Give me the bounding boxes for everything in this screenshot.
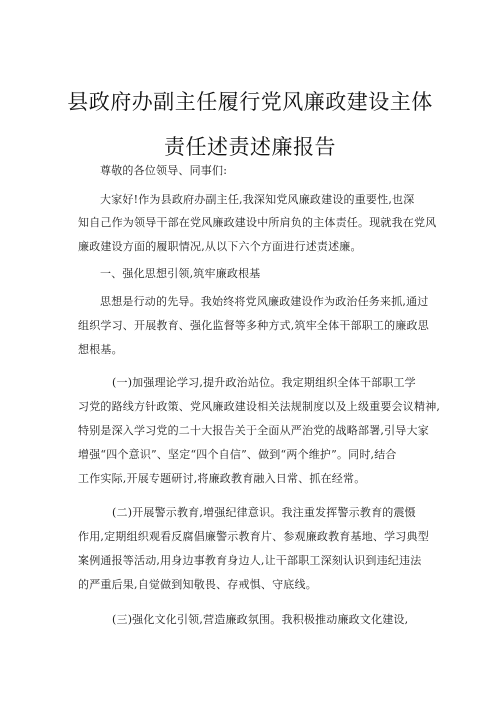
paragraph-line: 组织学习、开展教育、强化监督等多种方式,筑牢全体干部职工的廉政思 [78, 319, 429, 332]
paragraph-line: 作用,定期组织观看反腐倡廉警示教育片、参观廉政教育基地、学习典型 [78, 530, 429, 543]
paragraph-line: 知自己作为领导干部在党风廉政建设中所肩负的主体责任。现就我在党风 [78, 216, 437, 229]
paragraph-line: 工作实际,开展专题研讨,将廉政教育融入日常、抓在经常。 [78, 472, 366, 485]
paragraph-line: 想根基。 [78, 343, 123, 356]
paragraph-line: 特别是深入学习党的二十大报告关于全面从严治党的战略部署,引导大家 [78, 424, 429, 437]
subsection-line: (三)强化文化引领,营造廉政氛围。我积极推动廉政文化建设, [112, 613, 409, 626]
paragraph-line: 思想是行动的先导。我始终将党风廉政建设作为政治任务来抓,通过 [100, 295, 429, 308]
subsection-line: (二)开展警示教育,增强纪律意识。我注重发挥警示教育的震慑 [112, 506, 416, 519]
salutation: 尊敬的各位领导、同事们: [100, 164, 228, 177]
title-line-1: 县政府办副主任履行党风廉政建设主体 [67, 90, 433, 114]
title-line-2: 责任述责述廉报告 [164, 135, 336, 159]
paragraph-line: 的严重后果,自觉做到知敬畏、存戒惧、守底线。 [78, 578, 317, 591]
paragraph-line: 廉政建设方面的履职情况,从以下六个方面进行述责述廉。 [78, 240, 362, 253]
paragraph-line: 案例通报等活动,用身边事教育身边人,让干部职工深刻认识到违纪违法 [78, 554, 422, 567]
paragraph-line: 增强“四个意识”、坚定“四个自信”、做到“两个维护”。同时,结合 [78, 448, 397, 461]
paragraph-line: 习党的路线方针政策、党风廉政建设相关法规制度以及上级重要会议精神, [78, 400, 441, 413]
paragraph-line: 大家好!作为县政府办副主任,我深知党风廉政建设的重要性,也深 [100, 193, 415, 206]
section-heading: 一、强化思想引领,筑牢廉政根基 [100, 267, 261, 280]
subsection-line: (一)加强理论学习,提升政治站位。我定期组织全体干部职工学 [112, 376, 416, 389]
